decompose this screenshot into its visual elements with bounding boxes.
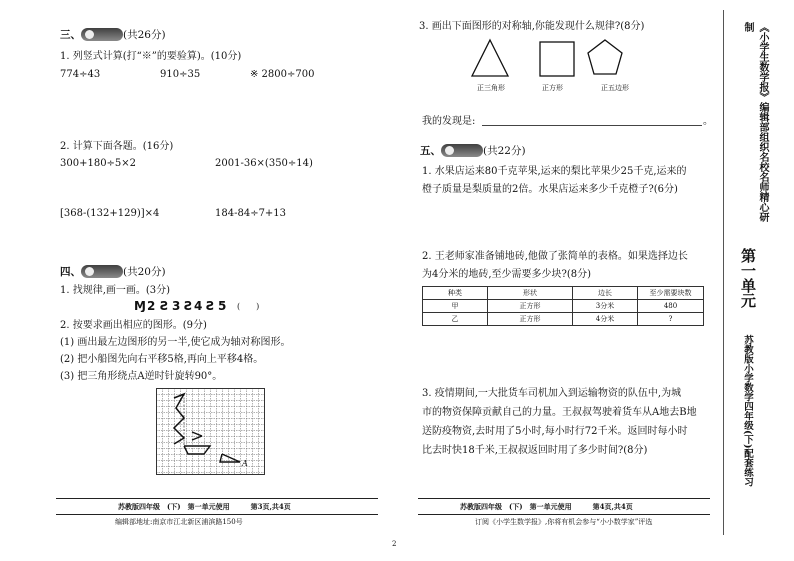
p2-title: 2. 按要求画出相应的图形。(9分): [60, 320, 207, 331]
p1-title: 1. 找规律,画一画。(3分): [60, 285, 171, 296]
finding-end: 。: [703, 116, 713, 127]
q3-title: 3. 画出下面图形的对称轴,你能发现什么规律?(8分): [419, 21, 645, 32]
left-footer: 苏教版四年级 (下) 第一单元使用 第3页,共4页: [118, 502, 291, 511]
section-3-header: [60, 27, 166, 42]
square-icon: [540, 42, 574, 76]
a3-line3: 送防疫物资,去时用了5小时,每小时行72千米。返回时每小时: [422, 426, 688, 437]
boat-shape: [184, 432, 210, 454]
q1-title: 1. 列竖式计算(打“※”的要验算)。(10分): [60, 51, 242, 62]
table-cell: 甲: [423, 300, 488, 313]
right-footer-rule: [418, 498, 710, 499]
section-5-header: [420, 143, 526, 158]
p1-blank: ( ): [237, 302, 260, 311]
q2-b: 2001-36×(350÷14): [215, 158, 313, 169]
section-5-score: (共22分): [483, 145, 526, 157]
pattern-figure-icon: [134, 298, 234, 312]
svg-text:5: 5: [218, 299, 227, 312]
p2-s1: (1) 画出最左边图形的另一半,使它成为轴对称图形。: [60, 337, 291, 348]
spine-divider: [723, 10, 724, 535]
svg-text:Ƨ: Ƨ: [184, 299, 193, 312]
left-footer-rule-2: [56, 514, 378, 515]
table-cell: 正方形: [488, 313, 573, 326]
a1-line2: 橙子质量是梨质量的2倍。水果店运来多少千克橙子?(6分): [422, 184, 678, 195]
finding-label: 我的发现是:: [422, 116, 476, 127]
section-3-score: (共26分): [123, 29, 166, 41]
left-footer-rule: [56, 498, 378, 499]
triangle-shape: [220, 454, 240, 462]
table-cell: 乙: [423, 313, 488, 326]
shape1-label: 正三角形: [477, 84, 505, 92]
table-header-row: [423, 287, 704, 300]
q2-d: 184-84÷7+13: [215, 208, 287, 219]
spine-top: 《小学生数学报》编辑部组织名校名师精心研制: [742, 22, 768, 222]
q1-a: 774÷43: [60, 69, 101, 80]
shape3-label: 正五边形: [601, 84, 629, 92]
shape2-label: 正方形: [542, 84, 563, 92]
triangle-icon: [472, 40, 508, 76]
table-cell: 3分米: [573, 300, 638, 313]
section-4-header: [60, 264, 166, 279]
q2-c: [368-(132+129)]×4: [60, 208, 160, 219]
table-row: [423, 300, 704, 313]
svg-text:2: 2: [147, 299, 156, 312]
table-row: [423, 313, 704, 326]
table-cell: 480: [638, 300, 704, 313]
finding-line[interactable]: [482, 125, 702, 126]
table-cell: 正方形: [488, 300, 573, 313]
right-footer: 苏教版四年级 (下) 第一单元使用 第4页,共4页: [460, 502, 633, 511]
svg-text:Ƨ: Ƨ: [160, 299, 169, 312]
spine-bottom: 苏教版小学数学四年级(下)配套练习: [742, 335, 753, 487]
q1-c: ※ 2800÷700: [250, 69, 315, 80]
right-slogan: 订阅《小学生数学报》,你将有机会参与“小小数学家”评选: [475, 518, 653, 526]
section-3-number: 三、: [60, 29, 81, 41]
tile-table: [422, 286, 704, 326]
a1-line1: 1. 水果店运来80千克苹果,运来的梨比苹果少25千克,运来的: [422, 166, 687, 177]
q2-title: 2. 计算下面各题。(16分): [60, 141, 174, 152]
page-number: 2: [392, 540, 397, 548]
drawing-grid[interactable]: [156, 388, 266, 476]
a3-line4: 比去时快18千米,王叔叔返回时用了多少时间?(8分): [422, 445, 648, 456]
point-a-label: A: [242, 459, 248, 468]
section-5-badge-icon: [441, 144, 483, 157]
spine-mid: 第一单元: [739, 248, 757, 308]
svg-text:4: 4: [194, 299, 203, 312]
a3-line2: 市的物资保障贡献自己的力量。王叔叔驾驶着货车从A地去B地: [422, 407, 697, 418]
a2-line1: 2. 王老师家准备铺地砖,他做了张简单的表格。如果选择边长: [422, 251, 688, 262]
table-header: 形状: [488, 287, 573, 300]
a2-line2: 为4分米的地砖,至少需要多少块?(8分): [422, 269, 592, 280]
table-cell: 4分米: [573, 313, 638, 326]
section-4-score: (共20分): [123, 266, 166, 278]
section-4-badge-icon: [81, 265, 123, 278]
a3-line1: 3. 疫情期间,一大批货车司机加入到运输物资的队伍中,为城: [422, 388, 682, 399]
table-header: 种类: [423, 287, 488, 300]
q2-a: 300+180÷5×2: [60, 158, 137, 169]
svg-text:Ƨ: Ƨ: [206, 299, 215, 312]
right-footer-rule-2: [418, 514, 710, 515]
section-5-number: 五、: [420, 145, 441, 157]
p2-s3: (3) 把三角形绕点A逆时针旋转90°。: [60, 371, 223, 382]
left-address: 编辑部地址:南京市江北新区浦滨路150号: [115, 518, 243, 526]
table-header: 至少需要块数: [638, 287, 704, 300]
table-header: 边长: [573, 287, 638, 300]
p2-s2: (2) 把小船图先向右平移5格,再向上平移4格。: [60, 354, 264, 365]
q1-b: 910÷35: [160, 69, 201, 80]
svg-text:3: 3: [172, 299, 181, 312]
svg-text:Ɱ: Ɱ: [134, 299, 146, 312]
pentagon-icon: [588, 40, 622, 74]
section-3-badge-icon: [81, 28, 123, 41]
section-4-number: 四、: [60, 266, 81, 278]
table-cell: ?: [638, 313, 704, 326]
